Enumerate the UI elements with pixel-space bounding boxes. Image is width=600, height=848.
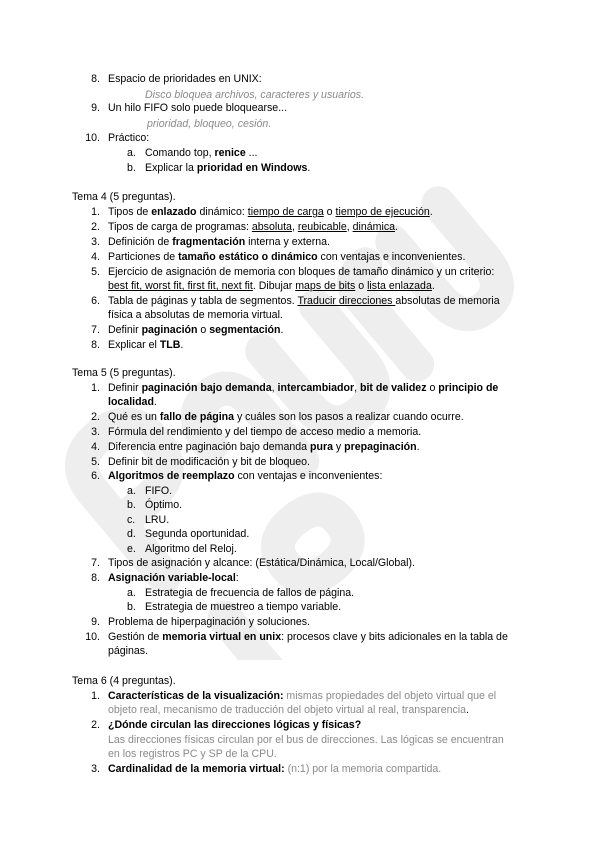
list-item: Explicar el TLB. [108,339,184,351]
item-number: 4. [91,251,100,263]
sub-list-item: b. Estrategia de muestreo a tiempo variable. [127,601,342,613]
item-keyword: renice [214,147,246,159]
list-item-line: Características de la visualización: mismas propiedades del objeto virtual que el [108,690,497,702]
section-heading: Tema 4 (5 preguntas). [72,191,176,203]
sub-list-item: d. Segunda oportunidad. [127,528,250,540]
list-item: Tipos de carga de programas: absoluta, reubicable, dinámica. [108,221,398,233]
item-number: 2. [91,719,100,731]
item-note: Disco bloquea archivos, caracteres y usuarios. [145,89,365,101]
list-item-line: páginas. [108,645,149,657]
section-heading: Tema 6 (4 preguntas). [72,675,176,687]
item-number: 6. [91,295,100,307]
item-number: 2. [91,221,100,233]
list-item: Definir bit de modificación y bit de bloqueo. [108,456,310,468]
item-number: 6. [91,470,100,482]
list-item-line: ¿Dónde circulan las direcciones lógicas y físicas? [108,719,362,731]
list-item: Problema de hiperpaginación y soluciones. [108,616,310,628]
item-number: 10. [85,631,100,643]
sub-list-item [127,161,311,175]
list-item-line: Ejercicio de asignación de memoria con bloques de tamaño dinámico y un criterio: [108,266,495,278]
sub-list-item: b. Óptimo. [127,499,183,511]
list-item: Definir paginación o segmentación. [108,324,284,336]
list-item: Tipos de asignación y alcance: (Estática/Dinámica, Local/Global). [108,557,415,569]
item-number: 9. [91,102,100,114]
item-number: 2. [91,411,100,423]
item-number: a. [127,147,136,159]
item-number: 1. [91,206,100,218]
item-number: 4. [91,441,100,453]
item-number: 3. [91,236,100,248]
item-answer: Las direcciones físicas circulan por el bus de direcciones. Las lógicas se encuentran [108,734,504,746]
item-number: 3. [91,763,100,775]
item-number: 8. [91,73,100,85]
list-item: Definición de fragmentación interna y externa. [108,236,330,248]
item-number: 5. [91,456,100,468]
list-item: Diferencia entre paginación bajo demanda pura y prepaginación. [108,441,420,453]
list-item: Algoritmos de reemplazo con ventajas e inconvenientes: [108,470,383,482]
item-number: 7. [91,324,100,336]
sub-list-item: e. Algoritmo del Reloj. [127,543,237,555]
list-item: Qué es un fallo de página y cuáles son los pasos a realizar cuando ocurre. [108,411,464,423]
item-number: 5. [91,266,100,278]
list-item-line: Tabla de páginas y tabla de segmentos. Traducir direcciones absolutas de memoria [108,295,500,307]
sub-list-item: c. LRU. [127,514,170,526]
item-text: Espacio de prioridades en UNIX: [108,73,262,85]
item-number: 8. [91,339,100,351]
list-item-line: Gestión de memoria virtual en unix: procesos clave y bits adicionales en la tabla de [108,631,508,643]
list-item-line: Cardinalidad de la memoria virtual: (n:1) por la memoria compartida. [108,763,442,775]
list-item-line: física a absolutas de memoria virtual. [108,309,283,321]
item-text: Comando top, [145,147,215,159]
sub-list-item: a. Estrategia de frecuencia de fallos de página. [127,587,355,599]
list-item: Tipos de enlazado dinámico: tiempo de carga o tiempo de ejecución. [108,206,433,218]
list-item: Particiones de tamaño estático o dinámico con ventajas e inconvenientes. [108,251,466,263]
section-heading: Tema 5 (5 preguntas). [72,367,176,379]
item-number: 1. [91,382,100,394]
item-keyword: prioridad en Windows [196,162,308,174]
item-number: 1. [91,690,100,702]
item-text: Explicar la [145,162,197,174]
sub-list-item [127,146,258,160]
list-item-line: localidad. [108,396,157,408]
item-number: b. [127,162,136,174]
item-text: . [307,162,311,174]
item-text: Práctico: [108,132,150,144]
list-item-line: Definir paginación bajo demanda, intercambiador, bit de validez o principio de [108,382,499,394]
item-note: prioridad, bloqueo, cesión. [147,118,272,130]
item-number: 7. [91,557,100,569]
list-item: Fórmula del rendimiento y del tiempo de acceso medio a memoria. [108,426,422,438]
item-number: 8. [91,572,100,584]
list-item-line: objeto real, mecanismo de traducción del objeto virtual al real, transparencia. [108,704,469,716]
sub-list-item: a. FIFO. [127,485,173,497]
item-number: 9. [91,616,100,628]
item-text: Un hilo FIFO solo puede bloquearse... [108,102,288,114]
item-number: 3. [91,426,100,438]
item-number: 10. [85,132,100,144]
list-item: Asignación variable-local: [108,572,239,584]
list-item-line: best fit, worst fit, first fit, next fit. Dibujar maps de bits o lista enlazada. [108,280,435,292]
item-answer: en los registros PC y SP de la CPU. [108,748,277,760]
item-text: ... [245,147,258,159]
